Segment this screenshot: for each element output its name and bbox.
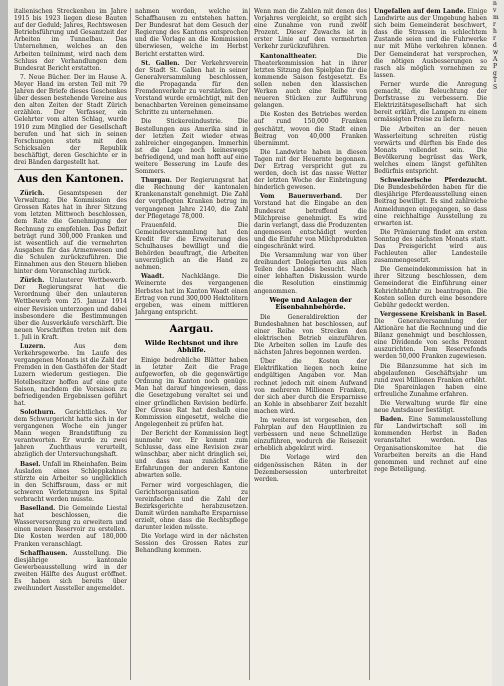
edge-fragment: P <box>493 63 498 70</box>
article-heading-inline: Kantonaltheater. <box>260 52 317 60</box>
article-subheading: Wilde Rechtsnot und ihre Abhilfe. <box>144 338 239 355</box>
column-3 <box>254 8 367 683</box>
place-label: Thurgau. <box>141 177 172 185</box>
article-text: Die Theaterkommission hat in ihrer letzten Sitzung den Spielplan für die kommende Saison festgesetzt. Es sollen neben den klassischen Werken auch eine Reihe von neueren Stücken zur Aufführung gelangen. <box>254 52 367 110</box>
article-text: Wenn man die Zahlen mit denen des Vorjahres vergleicht, so ergibt sich eine Zunahme von rund zwölf Prozent. Dieser Zuwachs ist in erster Linie auf den vermehrten Verkehr zurückzuführen. <box>254 8 367 51</box>
article-text: 7. Neue Bücher. Der im Hause A. Meyer Hand im ersten Teil mit 79 Jahren der Briefe dieses Geschenkes über dessen bestehende Vereine aus den alten Zeiten der Stadt Zürich erzählen. Der Verfasser, ein Gelehrter vom alten Schlag, wurde 1910 zum Mitglied der Gesellschaft berufen und hat sich in seinen Forschungen stets mit den Schicksalen der Republik beschäftigt, deren Geschichte er in drei Bänden dargestellt hat. <box>14 73 127 166</box>
article-text: Die Generaldirektion der Bundesbahnen hat beschlossen, auf einer Reihe von Strecken den elektrischen Betrieb einzuführen. Die Arbeiten sollen im Laufe des nächsten Jahres begonnen werden. <box>254 313 367 357</box>
article-text: Die Generalversammlung der Aktionäre hat die Rechnung und die Bilanz genehmigt und beschlossen, eine Dividende von sechs Prozent auszurichten. Dem Reservefonds werden 50,000 Franken zugewiesen. <box>374 317 487 361</box>
article-text: Die Versammlung war von über dreihundert Delegierten aus allen Teilen des Landes besucht. Nach einer lebhaften Diskussion wurde die Resolution einstimmig angenommen. <box>254 252 367 295</box>
article-text: Die Vorlage wird in der nächsten Session des Grossen Rates zur Behandlung kommen. <box>135 533 248 555</box>
article-text: nahmen worden, welche in Schaffhausen zu entstehen hatten. Der Bundesrat hat dem Gesuch der Regierung des Kantons entsprochen und die Vorlage an die Kommission überwiesen, welche im Herbst Bericht erstatten wird. <box>135 8 248 58</box>
article-text: Über die Kosten der Elektrifikation liegen noch keine endgültigen Angaben vor. Man rechnet jedoch mit einem Aufwand von mehreren Millionen Franken, der sich aber durch die Ersparnisse an Kohle in absehbarer Zeit bezahlt machen wird. <box>254 358 367 415</box>
place-label: Basel. <box>20 460 41 468</box>
article-text: Aus dem Verkehrsgewerbe. Im Laufe des vergangenen Monats ist die Zahl der Fremden in den Gasthöfen der Stadt Luzern wiederum gestiegen. Die Hotelbesitzer hoffen auf eine gute Saison, nachdem die Vorsaison zu befriedigenden Ergebnissen geführt hat. <box>14 343 127 407</box>
edge-fragment: n <box>493 0 497 7</box>
divider <box>14 169 127 170</box>
article-text: Eine Sammelausstellung für Landwirtschaft soll im kommenden Herbst in Baden veranstaltet werden. Das Organisationskomitee hat die Vorarbeiten bereits an die Hand genommen und rechnet auf eine rege Beteiligung. <box>374 416 487 473</box>
article-text: Die Stickereiindustrie. Die Bestellungen aus Amerika sind in der letzten Zeit wieder etwas zahlreicher eingegangen. Immerhin ist die Lage noch keineswegs befriedigend, und man hofft auf eine weitere Besserung im Laufe des Sommers. <box>135 118 248 176</box>
article-heading-inline: Schweizerische Pferdezucht. <box>380 177 487 185</box>
next-page-edge <box>492 0 504 686</box>
edge-fragment: T <box>493 77 498 84</box>
edge-fragment: r <box>493 35 496 42</box>
article-text: Die Landwirte haben in diesen Tagen mit der Heuernte begonnen. Der Ertrag verspricht gut zu werden, doch ist das nasse Wetter der letzten Woche der Einbringung hinderlich gewesen. <box>254 148 367 192</box>
article-text: Unlauterer Wettbewerb. Der Regierungsrat hat die Verordnung über den unlauteren Wettbewerb vom 25. Januar 1914 einer Revision unterzogen und dabei insbesondere die Bestimmungen über die Ausverkäufe verschärft. Die neuen Vorschriften treten mit dem 1. Juli in Kraft. <box>14 277 127 341</box>
article-text: Ferner wurde die Anregung gemacht, die Beleuchtung der Dorfstrasse zu verbessern. Die Elektrizitätsgesellschaft hat sich bereit erklärt, die Lampen zu einem ermässigten Preise zu liefern. <box>374 80 487 124</box>
article-heading-inline: Ungefallen auf dem Lande. <box>374 8 466 15</box>
edge-fragment: h <box>493 28 497 35</box>
place-label: St. Gallen. <box>141 59 180 67</box>
article-text: italienischen Streckenbau im Jahre 1915 bis 1923 liegen diese Bauten auf der Geduld; Jahres, Rechtswesen Betriebsführung und Gesamtzeit der Arbeiten im Tunnelbau. Das Unternehmen, welches an den Arbeiten teilnimmt, wird nach dem Schluss der Verhandlungen dem Bundesrat Bericht erstatten. <box>14 8 127 72</box>
article-text: Ferner wird vorgeschlagen, die Gerichtsorganisation zu vereinfachen und die Zahl der Bezirksgerichte herabzusetzen. Damit würden namhafte Ersparnisse erzielt, ohne dass die Rechtspflege darunter leiden müsste. <box>135 481 248 532</box>
place-label: Zürich. <box>20 190 45 198</box>
column-4 <box>374 8 487 683</box>
place-label: Solothurn. <box>20 408 56 416</box>
adjacent-page-edge <box>0 0 8 686</box>
article-text: Die Vorlage wird den eidgenössischen Räten in der Dezembersession unterbreitet werden. <box>254 454 367 483</box>
column-1 <box>14 8 127 683</box>
edge-fragment: A <box>493 56 498 63</box>
section-heading-cantons: Aus den Kantonen. <box>17 174 124 186</box>
article-text: Der Regierungsrat hat die Rechnung der kantonalen Krankenanstalt genehmigt. Die Zahl der verpflegten Kranken betrug im vergangenen Jahre 2140, die Zahl der Pflegetage 78,000. <box>135 177 248 220</box>
edge-fragment: S <box>493 84 498 91</box>
article-text: Der Vorstand hat die Eingabe an den Bundesrat betreffend die Milchpreise genehmigt. Es wird darin verlangt, dass die Produzenten angemessen entschädigt werden und die Einfuhr von Milchprodukten eingeschränkt wird. <box>254 193 367 250</box>
divider <box>135 319 248 320</box>
article-text: Unfall im Rheinhafen. Beim Ausladen eines Schleppkahnes stürzte ein Arbeiter so unglücklich in den Schiffsraum, dass er mit schweren Verletzungen ins Spital verbracht werden musste. <box>14 460 127 503</box>
edge-fragment: r <box>493 21 496 28</box>
edge-fragment: m <box>493 14 499 21</box>
article-text: Die Gemeindekommission hat in ihrer Sitzung beschlossen, dem Gemeinderat die Einführung einer Kehrichtabfuhr zu beantragen. Die Kosten sollen durch eine besondere Gebühr gedeckt werden. <box>374 266 487 309</box>
article-text: Im weiteren ist vorgesehen, den Fahrplan auf den Hauptlinien zu verbessern und neue Schnellzüge einzuführen, wodurch die Reisezeit erheblich abgekürzt wird. <box>254 416 367 453</box>
newspaper-page <box>8 0 492 686</box>
article-text: Einige Landwirte aus der Umgebung haben sich beim Gemeinderat beschwert, dass die Strassen in schlechtem Zustande seien und die Fuhrwerke nur mit Mühe verkehren können. Der Gemeinderat hat versprochen, die nötigen Ausbesserungen so rasch als möglich vornehmen zu lassen. <box>374 8 487 79</box>
article-text: Frauenfeld. Die Gemeindeversammlung hat den Kredit für die Erweiterung des Schulhauses bewilligt und die Behörden beauftragt, die Arbeiten unverzüglich an die Hand zu nehmen. <box>135 221 248 272</box>
place-label: Schaffhausen. <box>20 549 68 557</box>
place-label: Baselland. <box>20 505 56 513</box>
article-heading-inline: Baden. <box>380 416 404 424</box>
column-rule <box>369 8 370 680</box>
edge-fragment: d <box>493 42 497 49</box>
article-heading-inline: Vergessene Kreisbank in Basel. <box>380 310 487 318</box>
article-text: Die Bundesbehörden haben für die diesjährige Pferdeausstellung einen Beitrag bewilligt. Es sind zahlreiche Anmeldungen eingegangen, so dass eine reichhaltige Ausstellung zu erwarten ist. <box>374 184 487 227</box>
place-label: Waadt. <box>141 273 165 281</box>
section-heading-aargau: Aargau. <box>169 323 214 335</box>
article-text: Die Bilanzsumme hat sich im abgelaufenen Geschäftsjahr um rund zwei Millionen Franken erhöht. Die Spareinlagen haben eine erfreuliche Zunahme erfahren. <box>374 362 487 398</box>
article-text: Nachklänge. Die Weinernte des vergangenen Herbstes hat im Kanton Waadt einen Ertrag von rund 300,000 Hektolitern ergeben, was einem mittleren Jahrgang entspricht. <box>135 273 248 316</box>
column-2 <box>135 8 248 683</box>
article-text: Die Gemeinde Liestal hat beschlossen, die Wasserversorgung zu erweitern und einen neuen Reservoir zu erstellen. Die Kosten werden auf 180,000 Franken veranschlagt. <box>14 505 127 548</box>
article-heading-railway: Wege und Anlagen der Eisenbahnbehörde. <box>269 295 352 312</box>
article-text: Gerichtliches. Vor dem Schwurgericht hatte sich in der vergangenen Woche ein junger Mann wegen Brandstiftung zu verantworten. Er wurde zu zwei Jahren Zuchthaus verurteilt, abzüglich der Untersuchungshaft. <box>14 408 127 459</box>
article-text: Die Kosten des Betriebes werden auf rund 150,000 Franken geschätzt, wovon die Stadt einen Beitrag von 40,000 Franken übernimmt. <box>254 111 367 147</box>
edge-fragment: v <box>493 7 497 14</box>
article-text: Die Verwaltung wurde für eine neue Amtsdauer bestätigt. <box>374 399 487 415</box>
article-text: Die Prämierung findet am ersten Sonntag des nächsten Monats statt. Das Preisgericht wird aus Fachleuten aller Landesteile zusammengesetzt. <box>374 228 487 265</box>
article-text: Ausstellung. Die diesjährige kantonale Gewerbeausstellung wird in der zweiten Hälfte des August eröffnet. Es haben sich bereits über zweihundert Aussteller angemeldet. <box>14 549 127 593</box>
article-text: Einige bedrohliche Blätter haben in letzter Zeit die Frage aufgeworfen, ob die gegenwärtige Ordnung im Kanton noch genüge. Man hat darauf hingewiesen, dass die Gesetzgebung veraltet sei und einer gründlichen Revision bedürfe. Der Grosse Rat hat deshalb eine Kommission eingesetzt, welche die Angelegenheit zu prüfen hat. <box>135 356 248 428</box>
column-rule <box>130 8 131 680</box>
article-text: Der Bericht der Kommission liegt nunmehr vor. Er kommt zum Schlusse, dass eine Revision zwar wünschbar, aber nicht dringlich sei, und dass man zunächst die Erfahrungen der anderen Kantone abwarten solle. <box>135 429 248 480</box>
article-text: Die Arbeiten an der neuen Wasserleitung schreiten rüstig vorwärts und dürften bis Ende des Monats vollendet sein. Die Bevölkerung begrüsst das Werk, welches einem längst gefühlten Bedürfnis entspricht. <box>374 125 487 176</box>
place-label: Zürich. <box>20 277 45 285</box>
edge-fragment: w <box>493 49 499 56</box>
place-label: Luzern. <box>20 343 46 351</box>
edge-fragment: g <box>493 70 497 77</box>
article-text: Der Verkehrsverein der Stadt St. Gallen hat in seiner Generalversammlung beschlossen, die Propaganda für den Fremdenverkehr zu verstärken. Der Vorstand wurde ermächtigt, mit den benachbarten Vereinen gemeinsame Schritte zu unternehmen. <box>135 59 248 117</box>
article-heading-inline: Vom Bauernverband. <box>260 193 343 201</box>
column-rule <box>249 8 250 680</box>
article-text: Gesamtspesen der Verwaltung. Die Kommission des Grossen Rates hat in ihrer Sitzung vom letzten Mittwoch beschlossen, dem Rate die Genehmigung der Rechnung zu empfehlen. Das Defizit beträgt rund 300,000 Franken und ist wesentlich auf die vermehrten Ausgaben für das Armenwesen und die Schulen zurückzuführen. Die Einnahmen aus den Steuern blieben hinter dem Voranschlag zurück. <box>14 190 127 276</box>
